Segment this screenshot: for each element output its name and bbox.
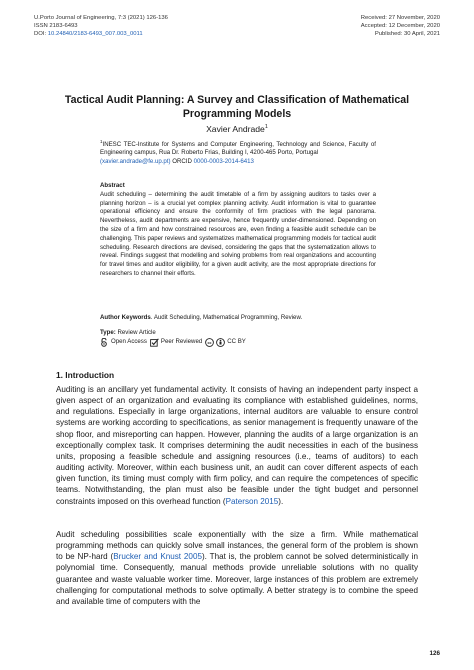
intro-paragraph-2 <box>56 529 418 607</box>
paper-title: Tactical Audit Planning: A Survey and Classification of Mathematical Programming Models <box>64 94 410 120</box>
journal-name: U.Porto Journal of Engineering, 7:3 (2021) 126-136 <box>34 15 168 21</box>
access-badges <box>100 337 376 346</box>
section-heading-introduction: 1. Introduction <box>56 370 115 380</box>
published-date: Published: 30 April, 2021 <box>374 31 440 37</box>
issn: ISSN 2183-6493 <box>34 23 78 29</box>
affiliation-superscript: 1 <box>100 139 103 144</box>
received-date: Received: 27 November, 2020 <box>360 15 440 21</box>
open-lock-icon <box>100 338 108 346</box>
p2-end: ). That is, the problem cannot be solved deterministically in polynomial time. Consequently, manual methods provide unreliable solutions with no quality guarantee and waste valuable worker time. Moreover, large instances of this problem are extremely challenging for computational methods to solve optimally. A better strategy is to combine the speed and available time of computers with the <box>56 552 418 606</box>
orcid-label: ORCID <box>172 157 192 165</box>
orcid-link[interactable]: 0000-0003-2014-6413 <box>193 157 254 165</box>
intro-paragraph-1 <box>56 384 418 507</box>
open-access-label: Open Access <box>111 338 147 345</box>
page-number: 126 <box>429 650 440 657</box>
doi-line <box>34 30 168 38</box>
author-superscript: 1 <box>264 124 268 131</box>
abstract-block <box>100 182 376 279</box>
peer-reviewed-label: Peer Reviewed <box>160 338 203 345</box>
keywords-label: Author Keywords <box>100 314 151 321</box>
cc-icon <box>205 338 213 346</box>
journal-header-right <box>361 14 440 38</box>
citation-brucker-knust[interactable]: Brucker and Knust 2005 <box>113 552 202 562</box>
doi-link[interactable]: 10.24840/2183-6493_007.003_0011 <box>47 31 143 37</box>
keywords-text: . Audit Scheduling, Mathematical Programming, Review. <box>150 314 303 321</box>
by-person-icon <box>216 338 224 346</box>
article-meta <box>100 328 376 346</box>
p1-text: Auditing is an ancillary yet fundamental activity. It consists of having an independent party inspect a given aspect of an organization and evaluating its compliance with established guidelines, norms, and regulations. Especially in large organizations, internal auditors are valuable to ensure control systems are working according to specifications, as senior management is frequently unaware of the shop floor, and misreporting can happen. However, planning the audits of a large organization is an exceptionally complex task. It comprises determining the audit necessities in each of the business units, proposing a feasible schedule and assigning resources (i.e., teams of auditors) to each auditing activity. Moreover, within each business unit, an audit can cover different aspects of each given function, its timing must comply with firm policy, and can require the competences of specific teams. Notwithstanding, the plan must also be feasible under the tight budget and personnel constraints imposed on this overhead function ( <box>56 385 418 506</box>
type-label: Type: <box>100 329 116 336</box>
p2-text: Audit scheduling possibilities scale exponentially with the size a firm. While mathematical programming methods can quickly solve small instances, the general form of the problem is shown to be NP-hard ( <box>56 530 418 562</box>
abstract-text: Audit scheduling – determining the audit timetable of a firm by assigning auditors to tasks over a planning horizon – is a crucial yet complex planning activity. Audit information is vital to guarantee operational efficiency and ensure the conformity of firm practices with the legal panorama. Nevertheless, audit departments are expensive, hence frequently under-dimensioned. Depending on the size of a firm and how constrained resources are, even finding a feasible audit schedule can be challenging. This paper reviews and systematizes mathematical programming models for tactical audit scheduling. Research directions are devised, considering the gaps that the systematization allows to reveal. Findings suggest that modelling and solving problems from real organizations and accounting for travel times and auditor eligibility, for a given audit activity, are the most appropriate directions for researchers to channel their efforts. <box>100 190 376 277</box>
author-name: Xavier Andrade <box>206 124 265 134</box>
doi-label: DOI: <box>34 31 47 37</box>
keywords-line <box>100 314 376 323</box>
p1-end: ). <box>278 496 284 506</box>
affiliation-text: INESC TEC-Institute for Systems and Computer Engineering, Technology and Science, Faculty of Engineering campus, Rua Dr. Roberto Frias, Building I, 4200-465 Porto, Portugal <box>100 141 376 157</box>
license-label: CC BY <box>227 338 246 345</box>
svg-text:cc: cc <box>207 340 212 345</box>
citation-paterson[interactable]: Paterson 2015 <box>225 496 279 506</box>
accepted-date: Accepted: 12 December, 2020 <box>360 23 440 29</box>
author-email-link[interactable]: (xavier.andrade@fe.up.pt) <box>100 157 171 165</box>
author-line <box>0 124 474 134</box>
type-value: Review Article <box>117 329 156 336</box>
check-box-icon <box>150 338 158 346</box>
article-type-line <box>100 328 376 337</box>
affiliation <box>100 138 376 166</box>
journal-header-left <box>34 14 168 38</box>
abstract-heading: Abstract <box>100 182 125 189</box>
